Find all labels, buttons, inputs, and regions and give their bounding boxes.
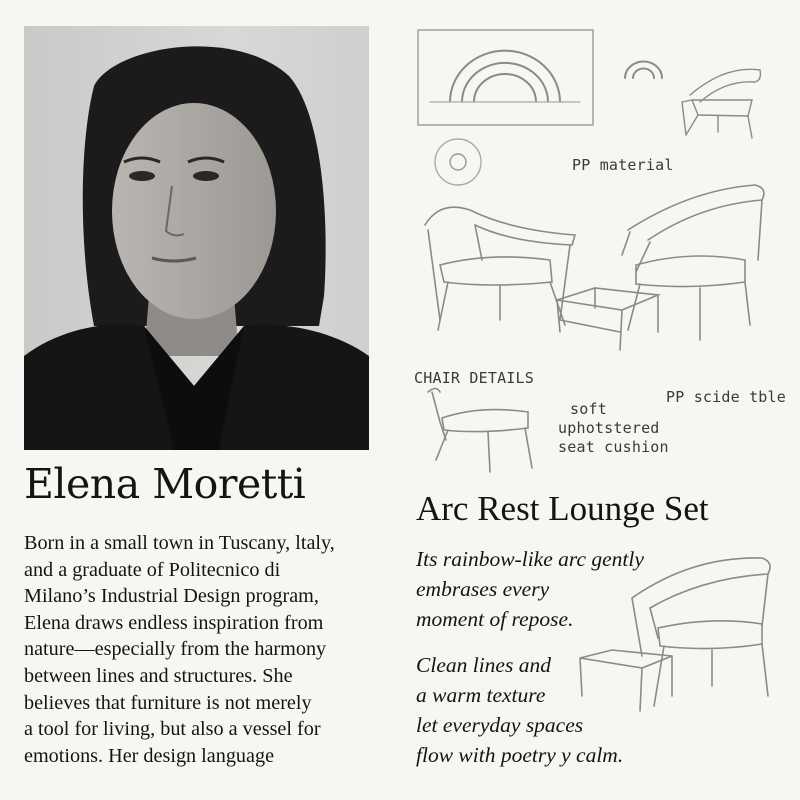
lounge-chair-left-sketch [425, 207, 575, 330]
note-cushion-2: uphotstered [558, 419, 660, 437]
product-title: Arc Rest Lounge Set [416, 489, 709, 528]
note-pp-material: PP material [572, 156, 674, 174]
bio-line: Born in a small town in Tuscany, ltaly, [24, 532, 335, 554]
bio-line: Elena draws endless inspiration from [24, 611, 324, 634]
bio-line: emotions. Her design language [24, 744, 275, 767]
portrait-illustration [24, 26, 369, 450]
designer-bio [24, 530, 394, 769]
tagline-line: moment of repose. [416, 607, 574, 631]
bio-line: and a graduate of Politecnico di [24, 558, 281, 581]
tagline-line: embrases every [416, 577, 550, 601]
tagline-line: flow with poetry y calm. [416, 743, 624, 767]
small-arc-sketch [625, 62, 662, 78]
bio-line: between lines and structures. She [24, 664, 293, 687]
bio-line: nature—especially from the harmony [24, 638, 327, 661]
tagline-line: Clean lines and [416, 653, 551, 677]
chair-detail-sketch [428, 389, 532, 473]
tagline-line: let everyday spaces [416, 713, 584, 737]
designer-name: Elena Moretti [24, 460, 306, 508]
note-chair-details: CHAIR DETAILS [414, 369, 534, 387]
product-chair-sketch [632, 558, 770, 706]
designer-portrait [24, 26, 369, 450]
note-cushion-3: seat cushion [558, 438, 669, 456]
bio-line: a tool for living, but also a vessel for [24, 718, 321, 741]
note-pp-side-table: PP scide tble [666, 388, 786, 406]
lounge-chair-right-sketch [622, 185, 764, 340]
tagline-line: a warm texture [416, 683, 546, 707]
bio-line: believes that furniture is not merely [24, 691, 312, 714]
material-swatch-sketch [435, 139, 481, 185]
note-cushion-1: soft [570, 400, 607, 418]
product-sketch [572, 546, 782, 716]
arc-frame-sketch [418, 30, 593, 125]
side-table-sketch [557, 288, 658, 350]
small-chair-sketch [682, 69, 760, 138]
bio-line: Milano’s Industrial Design program, [24, 585, 319, 608]
tagline-line: Its rainbow-like arc gently [416, 547, 644, 571]
